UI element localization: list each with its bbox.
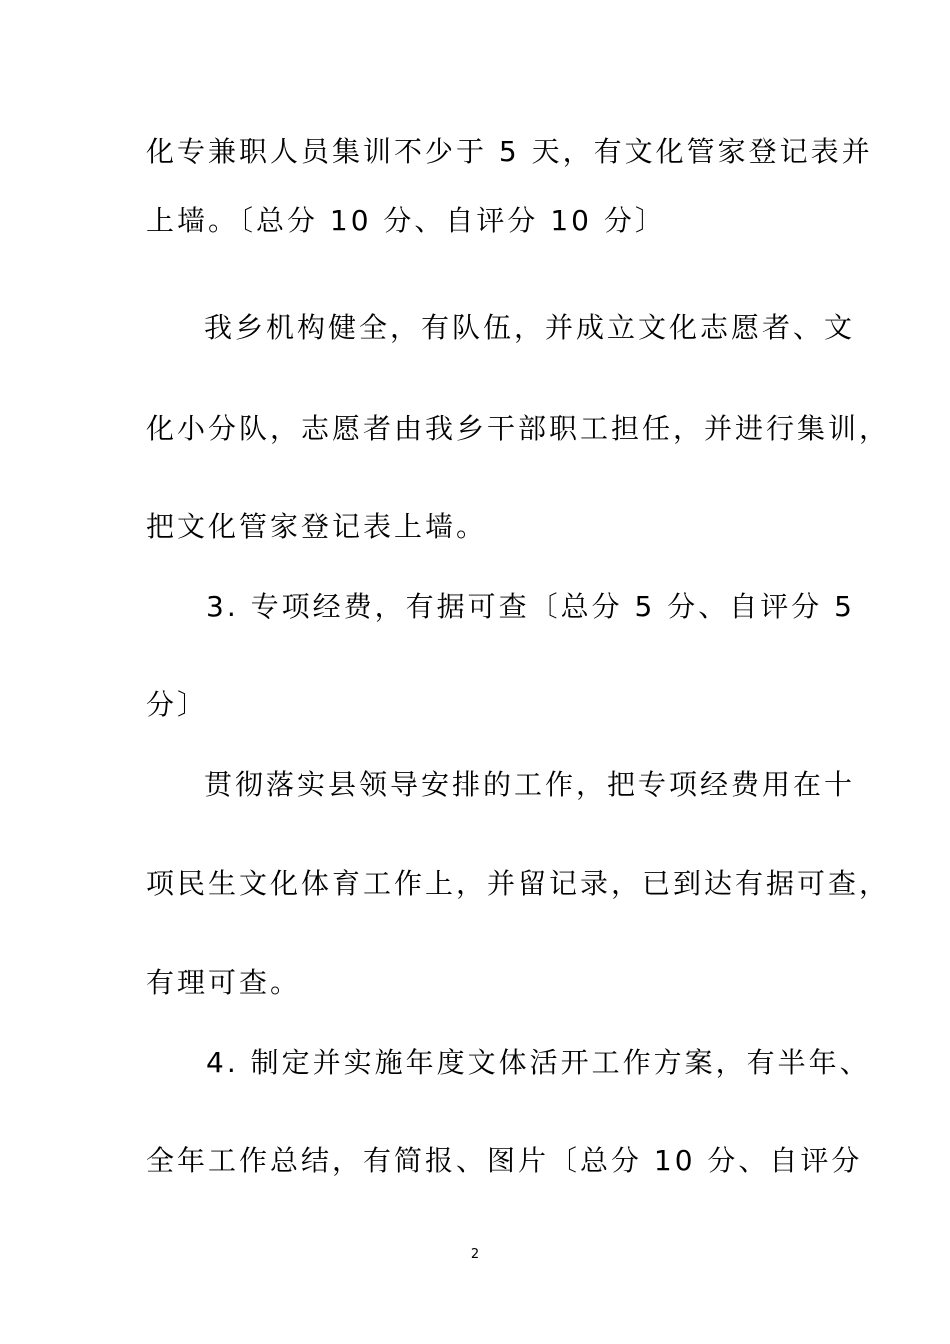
section-heading-line: 3. 专项经费，有据可查〔总分 5 分、自评分 5 bbox=[206, 590, 855, 623]
text-line: 全年工作总结，有简报、图片〔总分 10 分、自评分 bbox=[146, 1144, 863, 1177]
text-line: 分〕 bbox=[146, 688, 209, 721]
text-line: 化专兼职人员集训不少于 5 天，有文化管家登记表并 bbox=[146, 135, 873, 168]
text-line: 化小分队，志愿者由我乡干部职工担任，并进行集训， bbox=[146, 412, 891, 445]
text-line: 把文化管家登记表上墙。 bbox=[146, 510, 488, 543]
section-heading-line: 4. 制定并实施年度文体活开工作方案，有半年、 bbox=[206, 1046, 871, 1079]
page-number: 2 bbox=[470, 1247, 480, 1262]
text-line: 上墙。〔总分 10 分、自评分 10 分〕 bbox=[146, 204, 666, 237]
paragraph-line: 贯彻落实县领导安排的工作，把专项经费用在十 bbox=[204, 768, 856, 801]
text-line: 有理可查。 bbox=[146, 966, 302, 999]
text-line: 项民生文化体育工作上，并留记录，已到达有据可查， bbox=[146, 867, 891, 900]
paragraph-line: 我乡机构健全，有队伍，并成立文化志愿者、文 bbox=[204, 311, 856, 344]
